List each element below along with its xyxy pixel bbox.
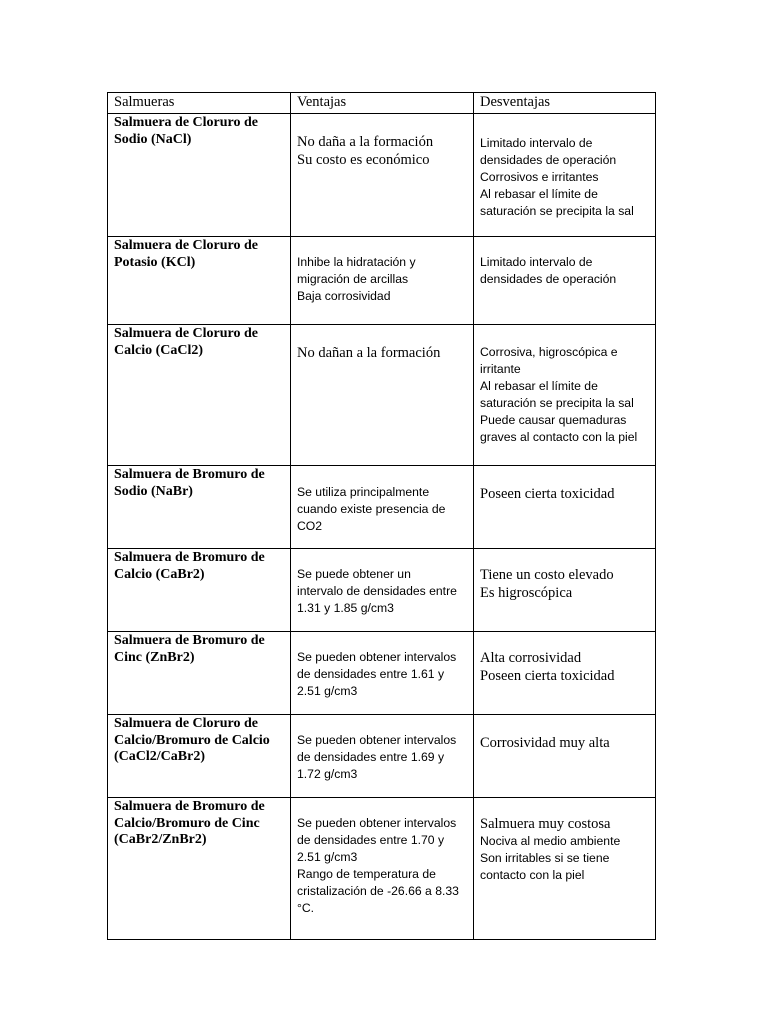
brine-name-line: Salmuera de Cloruro de bbox=[114, 238, 259, 253]
desventaja-line: Corrosividad muy alta bbox=[480, 735, 610, 751]
ventaja-line: 2.51 g/cm3 bbox=[297, 684, 358, 698]
desventaja-line: Corrosivos e irritantes bbox=[480, 170, 599, 184]
brine-name-line: Sodio (NaCl) bbox=[114, 131, 192, 147]
desventaja-line: Limitado intervalo de bbox=[480, 136, 593, 150]
ventaja-line: 1.31 y 1.85 g/cm3 bbox=[297, 601, 394, 615]
brine-name-cell bbox=[108, 549, 291, 632]
brine-name-cell bbox=[108, 114, 291, 237]
desventaja-line: graves al contacto con la piel bbox=[480, 430, 638, 444]
desventajas-cell bbox=[474, 798, 656, 940]
desventaja-line: Salmuera muy costosa bbox=[480, 816, 611, 832]
ventaja-line: de densidades entre 1.61 y bbox=[297, 667, 445, 681]
desventajas-cell bbox=[474, 114, 656, 237]
desventaja-line: Alta corrosividad bbox=[480, 650, 582, 666]
ventaja-line: de densidades entre 1.69 y bbox=[297, 750, 445, 764]
desventajas-cell bbox=[474, 549, 656, 632]
desventaja-line: Al rebasar el límite de bbox=[480, 379, 598, 393]
ventaja-line: Se utiliza principalmente bbox=[297, 485, 430, 499]
header-desventajas: Desventajas bbox=[474, 93, 656, 114]
brine-name-line: (CaBr2/ZnBr2) bbox=[114, 832, 207, 847]
brine-name-cell bbox=[108, 325, 291, 466]
ventajas-cell bbox=[291, 798, 474, 940]
desventaja-line: Poseen cierta toxicidad bbox=[480, 668, 615, 684]
ventaja-line: Se puede obtener un bbox=[297, 567, 411, 581]
brine-name-line: Salmuera de Cloruro de bbox=[114, 115, 259, 130]
ventaja-line: 1.72 g/cm3 bbox=[297, 767, 358, 781]
ventaja-line: Inhibe la hidratación y bbox=[297, 255, 416, 269]
ventajas-cell bbox=[291, 632, 474, 715]
table-row bbox=[108, 325, 656, 466]
brine-comparison-table bbox=[107, 92, 656, 940]
brine-name-line: (CaCl2/CaBr2) bbox=[114, 749, 205, 764]
brine-name-cell bbox=[108, 798, 291, 940]
desventaja-line: Es higroscópica bbox=[480, 585, 573, 601]
table-row bbox=[108, 632, 656, 715]
desventaja-line: Son irritables si se tiene bbox=[480, 851, 610, 865]
header-salmueras: Salmueras bbox=[108, 93, 291, 114]
brine-name-line: Calcio/Bromuro de Cinc bbox=[114, 815, 260, 831]
desventajas-cell bbox=[474, 237, 656, 325]
ventaja-line: Se pueden obtener intervalos bbox=[297, 733, 457, 747]
table-row bbox=[108, 549, 656, 632]
brine-name-cell bbox=[108, 466, 291, 549]
desventajas-cell bbox=[474, 466, 656, 549]
ventajas-cell bbox=[291, 237, 474, 325]
brine-name-line: Salmuera de Bromuro de bbox=[114, 467, 265, 482]
ventaja-line: Su costo es económico bbox=[297, 152, 430, 168]
brine-name-line: Calcio (CaBr2) bbox=[114, 566, 205, 582]
ventaja-line: cuando existe presencia de bbox=[297, 502, 446, 516]
brine-name-line: Sodio (NaBr) bbox=[114, 483, 193, 499]
desventajas-cell bbox=[474, 325, 656, 466]
desventaja-line: irritante bbox=[480, 362, 521, 376]
table-row bbox=[108, 715, 656, 798]
brine-name-line: Salmuera de Cloruro de bbox=[114, 716, 259, 731]
desventajas-cell bbox=[474, 715, 656, 798]
desventaja-line: Puede causar quemaduras bbox=[480, 413, 627, 427]
brine-name-line: Potasio (KCl) bbox=[114, 254, 196, 270]
desventaja-line: Tiene un costo elevado bbox=[480, 567, 614, 583]
ventaja-line: Rango de temperatura de bbox=[297, 867, 436, 881]
brine-name-line: Salmuera de Cloruro de bbox=[114, 326, 259, 341]
ventaja-line: No daña a la formación bbox=[297, 134, 434, 150]
table-row bbox=[108, 237, 656, 325]
ventaja-line: Se pueden obtener intervalos bbox=[297, 650, 457, 664]
table-row bbox=[108, 114, 656, 237]
desventaja-line: contacto con la piel bbox=[480, 868, 585, 882]
desventaja-line: densidades de operación bbox=[480, 272, 617, 286]
desventaja-line: Corrosiva, higroscópica e bbox=[480, 345, 618, 359]
brine-name-line: Calcio (CaCl2) bbox=[114, 342, 204, 358]
ventaja-line: cristalización de -26.66 a 8.33 bbox=[297, 884, 459, 898]
ventaja-line: intervalo de densidades entre bbox=[297, 584, 457, 598]
desventaja-line: saturación se precipita la sal bbox=[480, 396, 634, 410]
ventajas-cell bbox=[291, 466, 474, 549]
desventaja-line: Nociva al medio ambiente bbox=[480, 834, 621, 848]
brine-name-line: Cinc (ZnBr2) bbox=[114, 649, 195, 665]
table-row bbox=[108, 466, 656, 549]
desventaja-line: saturación se precipita la sal bbox=[480, 204, 634, 218]
desventaja-line: Poseen cierta toxicidad bbox=[480, 486, 615, 502]
ventajas-cell bbox=[291, 715, 474, 798]
header-ventajas: Ventajas bbox=[291, 93, 474, 114]
desventajas-cell bbox=[474, 632, 656, 715]
brine-name-line: Salmuera de Bromuro de bbox=[114, 633, 265, 648]
brine-name-line: Salmuera de Bromuro de bbox=[114, 550, 265, 565]
brine-name-line: Calcio/Bromuro de Calcio bbox=[114, 732, 270, 748]
ventaja-line: No dañan a la formación bbox=[297, 345, 441, 361]
ventaja-line: CO2 bbox=[297, 519, 323, 533]
ventaja-line: 2.51 g/cm3 bbox=[297, 850, 358, 864]
ventaja-line: Baja corrosividad bbox=[297, 289, 391, 303]
brine-name-cell bbox=[108, 237, 291, 325]
ventajas-cell bbox=[291, 114, 474, 237]
header-row bbox=[108, 93, 656, 114]
ventaja-line: migración de arcillas bbox=[297, 272, 409, 286]
brine-name-line: Salmuera de Bromuro de bbox=[114, 799, 265, 814]
brine-name-cell bbox=[108, 715, 291, 798]
desventaja-line: Al rebasar el límite de bbox=[480, 187, 598, 201]
desventaja-line: densidades de operación bbox=[480, 153, 617, 167]
brine-name-cell bbox=[108, 632, 291, 715]
ventaja-line: Se pueden obtener intervalos bbox=[297, 816, 457, 830]
desventaja-line: Limitado intervalo de bbox=[480, 255, 593, 269]
ventaja-line: de densidades entre 1.70 y bbox=[297, 833, 445, 847]
table-row bbox=[108, 798, 656, 940]
ventajas-cell bbox=[291, 549, 474, 632]
ventajas-cell bbox=[291, 325, 474, 466]
ventaja-line: °C. bbox=[297, 901, 315, 915]
